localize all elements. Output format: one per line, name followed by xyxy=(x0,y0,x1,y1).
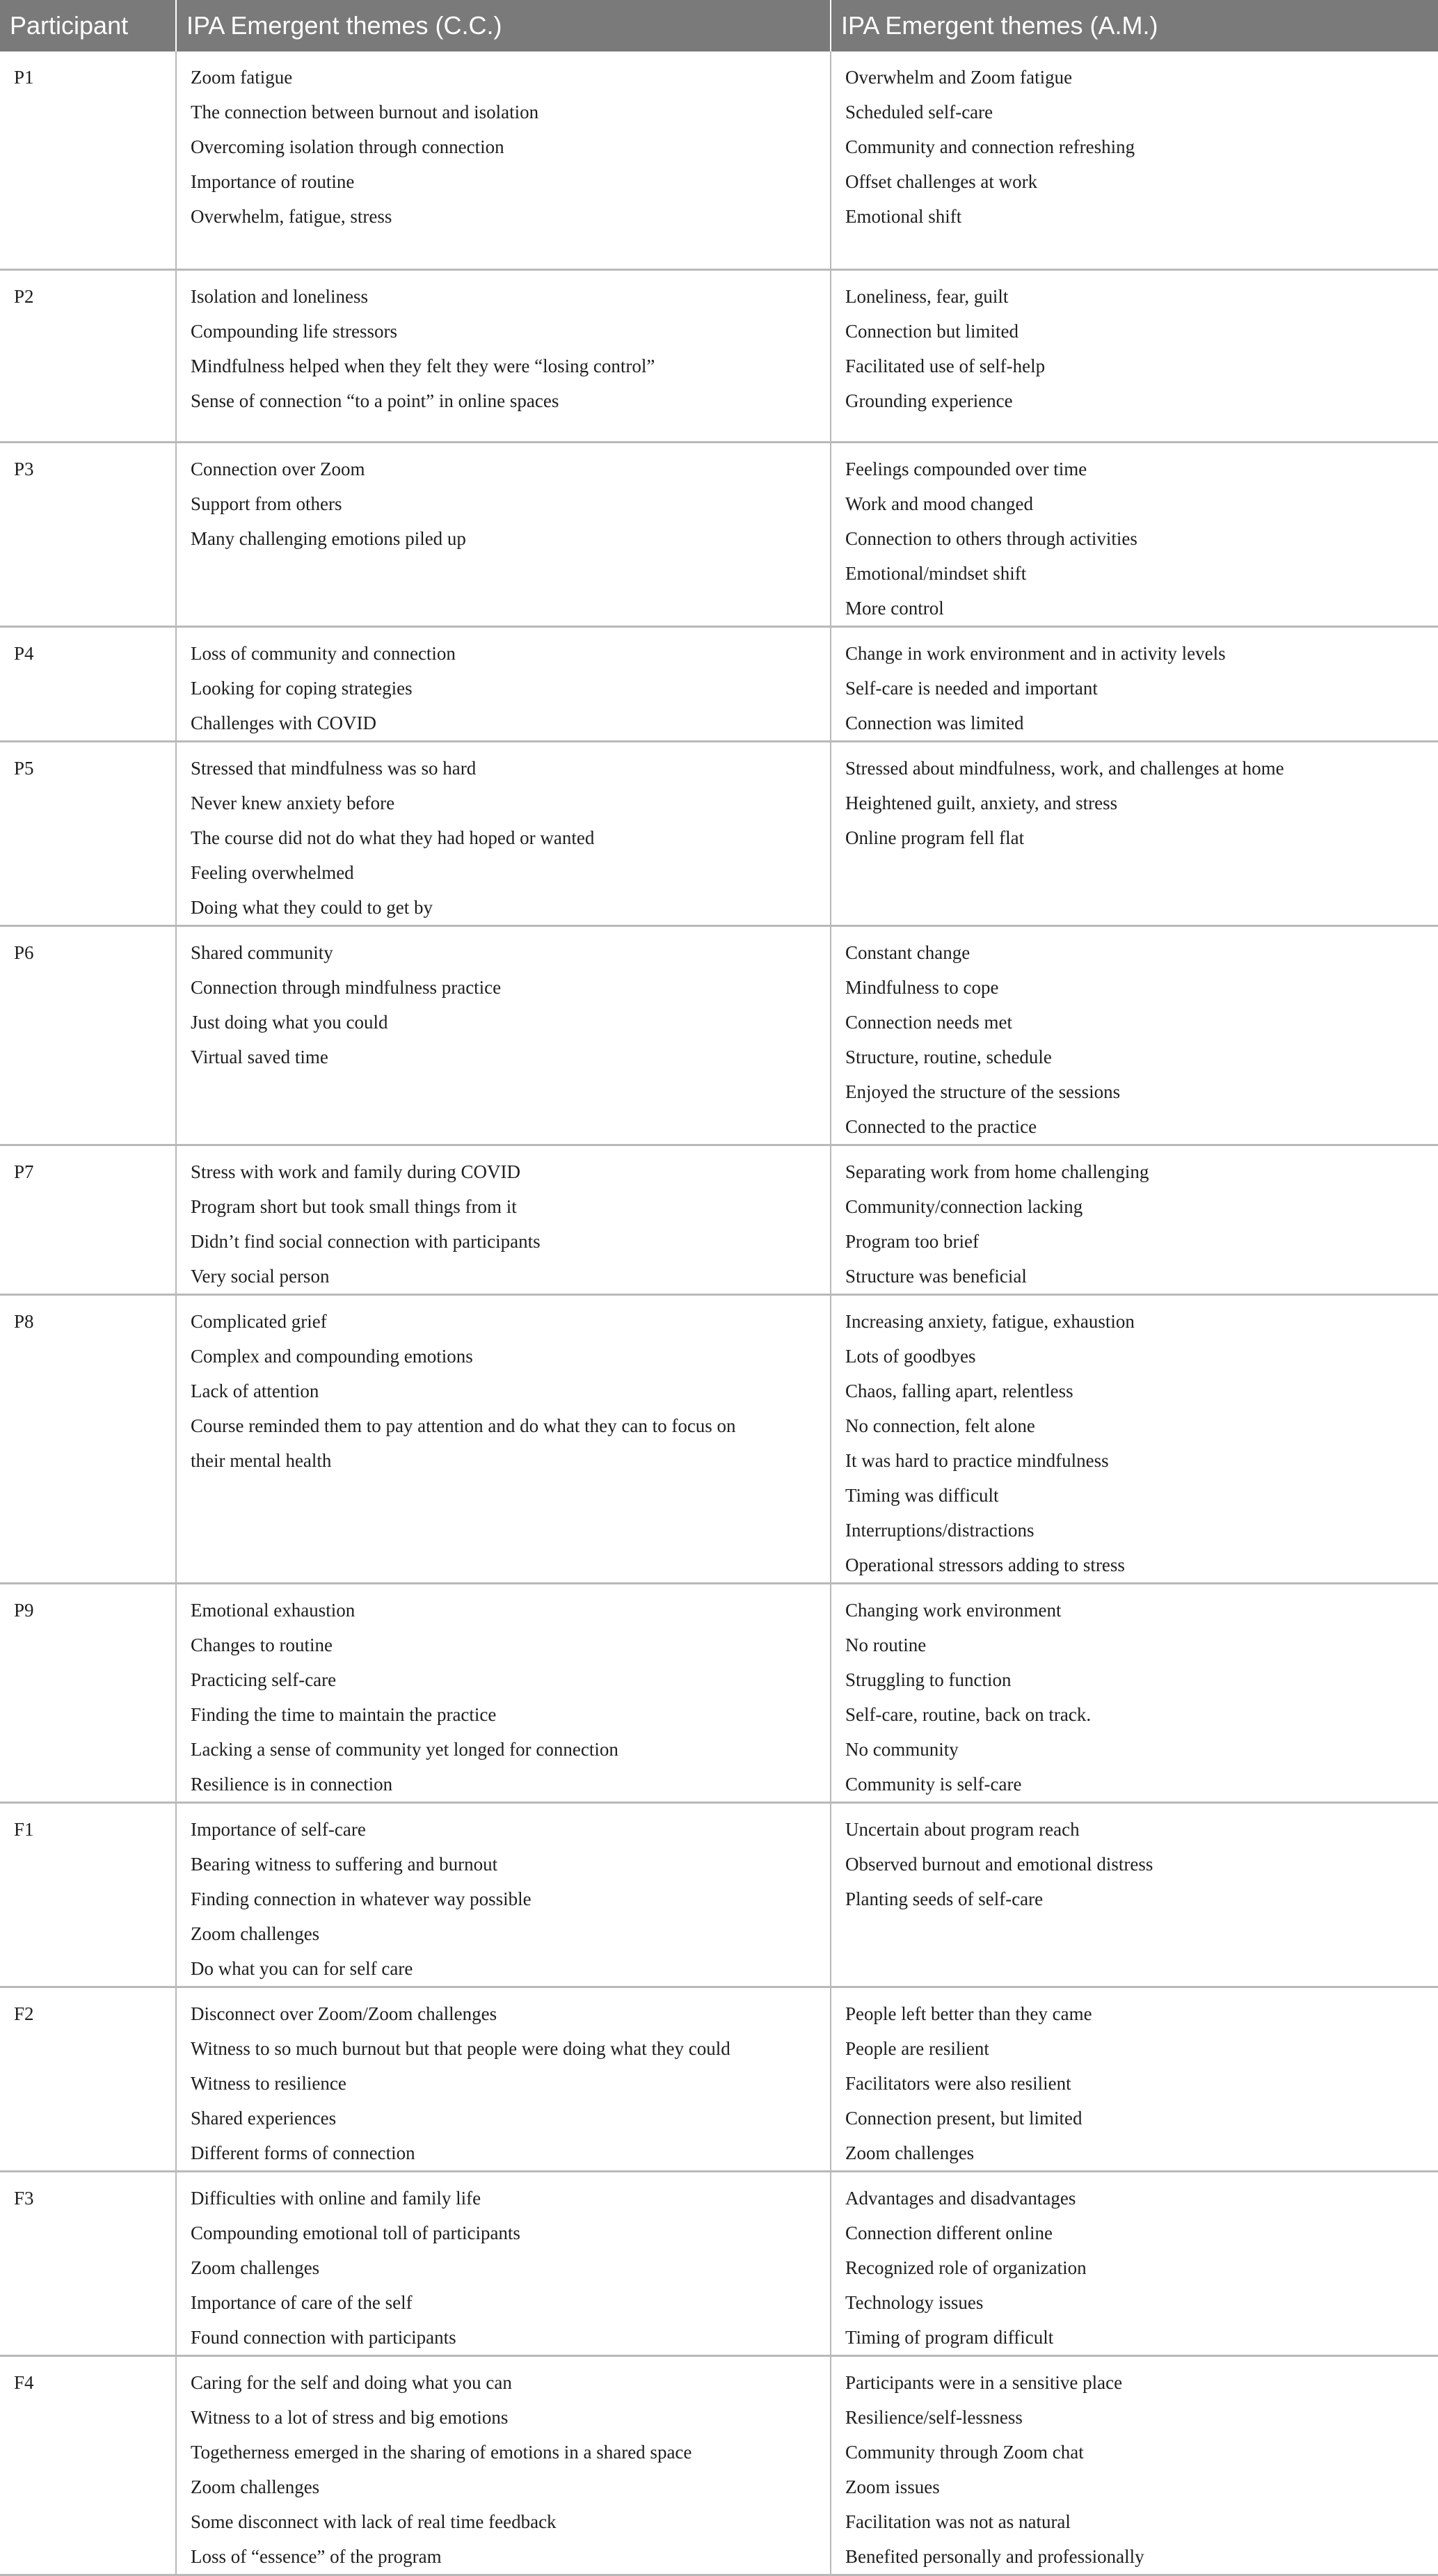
participant-cell xyxy=(0,1802,176,1987)
am-theme-item: Heightened guilt, anxiety, and stress xyxy=(845,792,1118,813)
am-themes-cell xyxy=(831,51,1438,269)
am-theme-item: Scheduled self-care xyxy=(845,102,993,122)
participant-cell xyxy=(0,1294,176,1583)
participant-id: P8 xyxy=(14,1310,34,1332)
am-theme-item: No routine xyxy=(845,1634,927,1655)
table-row xyxy=(0,925,1438,1145)
am-theme-item: Separating work from home challenging xyxy=(845,1161,1149,1182)
am-themes-cell xyxy=(831,626,1438,741)
header-participant: Participant xyxy=(0,0,176,51)
cc-theme-item: Doing what they could to get by xyxy=(191,896,433,918)
participant-id: P5 xyxy=(14,757,34,779)
am-themes-cell xyxy=(831,1987,1438,2171)
participant-cell xyxy=(0,925,176,1145)
am-theme-item: Loneliness, fear, guilt xyxy=(845,285,1009,307)
cc-theme-item: Many challenging emotions piled up xyxy=(191,527,466,549)
am-theme-item: Advantages and disadvantages xyxy=(845,2187,1076,2209)
am-theme-item: Offset challenges at work xyxy=(845,171,1038,192)
table-row xyxy=(0,1987,1438,2171)
cc-theme-item: Sense of connection “to a point” in online spaces xyxy=(191,390,559,411)
am-theme-item: Technology issues xyxy=(845,2291,984,2313)
am-theme-item: Facilitators were also resilient xyxy=(845,2072,1071,2094)
cc-theme-item: Lack of attention xyxy=(191,1380,319,1401)
am-theme-item: Stressed about mindfulness, work, and challenges at home xyxy=(845,757,1284,779)
table-row xyxy=(0,269,1438,442)
am-theme-item: More control xyxy=(845,597,944,619)
cc-theme-item: Didn’t find social connection with participants xyxy=(191,1230,541,1252)
am-theme-item: Facilitation was not as natural xyxy=(845,2511,1071,2532)
cc-theme-item: Zoom challenges xyxy=(191,2257,320,2278)
cc-theme-item: Stress with work and family during COVID xyxy=(191,1161,520,1182)
am-theme-item: Increasing anxiety, fatigue, exhaustion xyxy=(845,1310,1135,1332)
header-cc-themes: IPA Emergent themes (C.C.) xyxy=(176,0,831,51)
am-theme-item: Interruptions/distractions xyxy=(845,1519,1034,1541)
cc-theme-item: Importance of routine xyxy=(191,171,355,192)
cc-themes-cell xyxy=(176,1145,831,1294)
cc-theme-item: Zoom fatigue xyxy=(191,67,293,88)
cc-themes-cell xyxy=(176,1987,831,2171)
am-theme-item: Constant change xyxy=(845,941,970,963)
am-theme-item: Grounding experience xyxy=(845,390,1013,411)
participant-cell xyxy=(0,1583,176,1802)
participant-id: P2 xyxy=(14,285,34,307)
am-theme-item: Chaos, falling apart, relentless xyxy=(845,1380,1073,1401)
cc-theme-item: Found connection with participants xyxy=(191,2326,456,2348)
participant-id: P9 xyxy=(14,1599,34,1621)
cc-theme-item: Mindfulness helped when they felt they were “losing control” xyxy=(191,355,655,376)
am-theme-item: Self-care is needed and important xyxy=(845,677,1098,699)
participant-id: F3 xyxy=(14,2187,34,2209)
cc-theme-item: Caring for the self and doing what you can xyxy=(191,2371,512,2393)
participant-id: P7 xyxy=(14,1161,34,1182)
cc-theme-item: Complex and compounding emotions xyxy=(191,1345,473,1367)
header-row xyxy=(0,0,1438,51)
cc-theme-item: The course did not do what they had hoped or wanted xyxy=(191,827,595,848)
cc-theme-item: Importance of self-care xyxy=(191,1818,366,1840)
am-theme-item: Resilience/self-lessness xyxy=(845,2406,1023,2428)
participant-id: P6 xyxy=(14,941,34,963)
am-theme-item: Connection different online xyxy=(845,2222,1053,2243)
header-am-themes: IPA Emergent themes (A.M.) xyxy=(831,0,1438,51)
cc-theme-item: Witness to a lot of stress and big emotions xyxy=(191,2406,509,2428)
participant-id: F4 xyxy=(14,2371,34,2393)
cc-theme-item: Different forms of connection xyxy=(191,2142,415,2163)
participant-id: F2 xyxy=(14,2003,34,2024)
cc-theme-item: Shared community xyxy=(191,941,333,963)
am-theme-item: People are resilient xyxy=(845,2037,989,2059)
am-theme-item: Zoom issues xyxy=(845,2476,940,2497)
cc-theme-item: Witness to resilience xyxy=(191,2072,346,2094)
participant-cell xyxy=(0,2355,176,2575)
table-row xyxy=(0,741,1438,925)
cc-theme-item: Bearing witness to suffering and burnout xyxy=(191,1853,498,1875)
cc-themes-cell xyxy=(176,626,831,741)
am-theme-item: Facilitated use of self-help xyxy=(845,355,1046,376)
cc-theme-item: Lacking a sense of community yet longed for connection xyxy=(191,1738,618,1760)
cc-theme-item: Emotional exhaustion xyxy=(191,1599,355,1621)
cc-theme-item: Just doing what you could xyxy=(191,1011,388,1033)
cc-theme-item: Some disconnect with lack of real time feedback xyxy=(191,2511,557,2532)
cc-theme-item: Zoom challenges xyxy=(191,1923,320,1944)
table-row xyxy=(0,1145,1438,1294)
am-theme-item: Zoom challenges xyxy=(845,2142,975,2163)
cc-theme-item: Finding connection in whatever way possible xyxy=(191,1888,532,1909)
am-theme-item: Work and mood changed xyxy=(845,493,1033,514)
cc-theme-item: Shared experiences xyxy=(191,2107,337,2129)
am-theme-item: Structure, routine, schedule xyxy=(845,1046,1052,1067)
am-theme-item: Changing work environment xyxy=(845,1599,1062,1621)
participant-cell xyxy=(0,51,176,269)
am-theme-item: Change in work environment and in activity levels xyxy=(845,642,1226,664)
cc-theme-item: Isolation and loneliness xyxy=(191,285,368,307)
cc-themes-cell xyxy=(176,1802,831,1987)
cc-themes-cell xyxy=(176,1294,831,1583)
cc-themes-cell xyxy=(176,2355,831,2575)
cc-themes-cell xyxy=(176,51,831,269)
cc-theme-item: Changes to routine xyxy=(191,1634,333,1655)
table-row xyxy=(0,1294,1438,1583)
am-theme-item: Operational stressors adding to stress xyxy=(845,1554,1125,1575)
am-theme-item: Connection was limited xyxy=(845,712,1024,733)
participant-cell xyxy=(0,2171,176,2355)
am-theme-item: Mindfulness to cope xyxy=(845,976,999,998)
am-theme-item: Uncertain about program reach xyxy=(845,1818,1080,1840)
am-themes-cell xyxy=(831,741,1438,925)
participant-id: P1 xyxy=(14,67,34,88)
am-theme-item: Connection present, but limited xyxy=(845,2107,1083,2129)
am-theme-item: Community and connection refreshing xyxy=(845,136,1135,157)
participant-cell xyxy=(0,1145,176,1294)
cc-theme-item: Practicing self-care xyxy=(191,1669,337,1690)
cc-theme-item: Zoom challenges xyxy=(191,2476,320,2497)
cc-theme-item: Witness to so much burnout but that people were doing what they could xyxy=(191,2037,730,2059)
am-theme-item: Struggling to function xyxy=(845,1669,1012,1690)
cc-themes-cell xyxy=(176,442,831,626)
am-theme-item: Connected to the practice xyxy=(845,1115,1037,1137)
am-theme-item: Community is self-care xyxy=(845,1773,1022,1795)
am-themes-cell xyxy=(831,2355,1438,2575)
table-row xyxy=(0,2355,1438,2575)
cc-theme-item: Togetherness emerged in the sharing of emotions in a shared space xyxy=(191,2441,692,2463)
cc-theme-item: Loss of community and connection xyxy=(191,642,456,664)
am-theme-item: Program too brief xyxy=(845,1230,979,1252)
cc-themes-cell xyxy=(176,269,831,442)
am-theme-item: People left better than they came xyxy=(845,2003,1092,2024)
cc-theme-item: Never knew anxiety before xyxy=(191,792,395,813)
am-theme-item: Participants were in a sensitive place xyxy=(845,2371,1123,2393)
am-theme-item: Recognized role of organization xyxy=(845,2257,1087,2278)
am-theme-item: Planting seeds of self-care xyxy=(845,1888,1044,1909)
am-theme-item: Timing of program difficult xyxy=(845,2326,1054,2348)
am-theme-item: Connection needs met xyxy=(845,1011,1012,1033)
cc-theme-item: Connection over Zoom xyxy=(191,458,365,479)
am-theme-item: Structure was beneficial xyxy=(845,1265,1027,1287)
am-theme-item: Connection to others through activities xyxy=(845,527,1137,549)
cc-themes-cell xyxy=(176,925,831,1145)
cc-theme-item: Overcoming isolation through connection xyxy=(191,136,504,157)
participant-cell xyxy=(0,442,176,626)
am-themes-cell xyxy=(831,1583,1438,1802)
cc-themes-cell xyxy=(176,2171,831,2355)
am-themes-cell xyxy=(831,1294,1438,1583)
table-row xyxy=(0,51,1438,269)
cc-theme-item: Resilience is in connection xyxy=(191,1773,393,1795)
table-row xyxy=(0,1802,1438,1987)
cc-theme-item: Virtual saved time xyxy=(191,1046,328,1067)
participant-id: P4 xyxy=(14,642,34,664)
cc-theme-item: Program short but took small things from it xyxy=(191,1195,517,1217)
table-row xyxy=(0,442,1438,626)
participant-cell xyxy=(0,269,176,442)
am-theme-item: Overwhelm and Zoom fatigue xyxy=(845,67,1073,88)
am-theme-item: Enjoyed the structure of the sessions xyxy=(845,1081,1121,1102)
cc-theme-item: Disconnect over Zoom/Zoom challenges xyxy=(191,2003,497,2024)
cc-theme-item: The connection between burnout and isolation xyxy=(191,102,539,122)
am-themes-cell xyxy=(831,1802,1438,1987)
am-theme-item: Emotional/mindset shift xyxy=(845,562,1027,584)
cc-theme-item: Complicated grief xyxy=(191,1310,327,1332)
cc-theme-item: Overwhelm, fatigue, stress xyxy=(191,206,392,227)
table-row xyxy=(0,1583,1438,1802)
table-body xyxy=(0,51,1438,2575)
am-theme-item: Online program fell flat xyxy=(845,827,1025,848)
am-theme-item: Connection but limited xyxy=(845,320,1018,342)
am-theme-item: Timing was difficult xyxy=(845,1484,999,1506)
cc-theme-item: Difficulties with online and family life xyxy=(191,2187,481,2209)
am-themes-cell xyxy=(831,1145,1438,1294)
cc-theme-item: Looking for coping strategies xyxy=(191,677,413,699)
cc-themes-cell xyxy=(176,1583,831,1802)
am-theme-item: Community/connection lacking xyxy=(845,1195,1083,1217)
cc-theme-item: Challenges with COVID xyxy=(191,712,376,733)
participant-cell xyxy=(0,1987,176,2171)
cc-theme-item: Very social person xyxy=(191,1265,330,1287)
table-row xyxy=(0,626,1438,741)
cc-theme-item: Finding the time to maintain the practice xyxy=(191,1703,497,1725)
cc-theme-item: Compounding life stressors xyxy=(191,320,397,342)
am-theme-item: Observed burnout and emotional distress xyxy=(845,1853,1153,1875)
am-theme-item: Self-care, routine, back on track. xyxy=(845,1703,1092,1725)
am-themes-cell xyxy=(831,269,1438,442)
am-theme-item: Community through Zoom chat xyxy=(845,2441,1084,2463)
participant-id: F1 xyxy=(14,1818,34,1840)
am-theme-item: No connection, felt alone xyxy=(845,1415,1035,1436)
am-theme-item: It was hard to practice mindfulness xyxy=(845,1449,1109,1471)
am-theme-item: Benefited personally and professionally xyxy=(845,2545,1144,2567)
am-theme-item: Emotional shift xyxy=(845,206,962,227)
participant-id: P3 xyxy=(14,458,34,479)
table-row xyxy=(0,2171,1438,2355)
am-theme-item: Lots of goodbyes xyxy=(845,1345,976,1367)
cc-theme-item: their mental health xyxy=(191,1449,332,1471)
am-themes-cell xyxy=(831,2171,1438,2355)
cc-theme-item: Course reminded them to pay attention and do what they can to focus on xyxy=(191,1415,736,1436)
am-themes-cell xyxy=(831,925,1438,1145)
cc-themes-cell xyxy=(176,741,831,925)
am-theme-item: Feelings compounded over time xyxy=(845,458,1087,479)
cc-theme-item: Compounding emotional toll of participants xyxy=(191,2222,520,2243)
table-header xyxy=(0,0,1438,51)
cc-theme-item: Loss of “essence” of the program xyxy=(191,2545,442,2567)
participant-cell xyxy=(0,741,176,925)
cc-theme-item: Connection through mindfulness practice xyxy=(191,976,502,998)
cc-theme-item: Importance of care of the self xyxy=(191,2291,413,2313)
am-themes-cell xyxy=(831,442,1438,626)
cc-theme-item: Do what you can for self care xyxy=(191,1957,413,1979)
cc-theme-item: Support from others xyxy=(191,493,342,514)
am-theme-item: No community xyxy=(845,1738,959,1760)
cc-theme-item: Stressed that mindfulness was so hard xyxy=(191,757,477,779)
participant-cell xyxy=(0,626,176,741)
cc-theme-item: Feeling overwhelmed xyxy=(191,861,354,883)
